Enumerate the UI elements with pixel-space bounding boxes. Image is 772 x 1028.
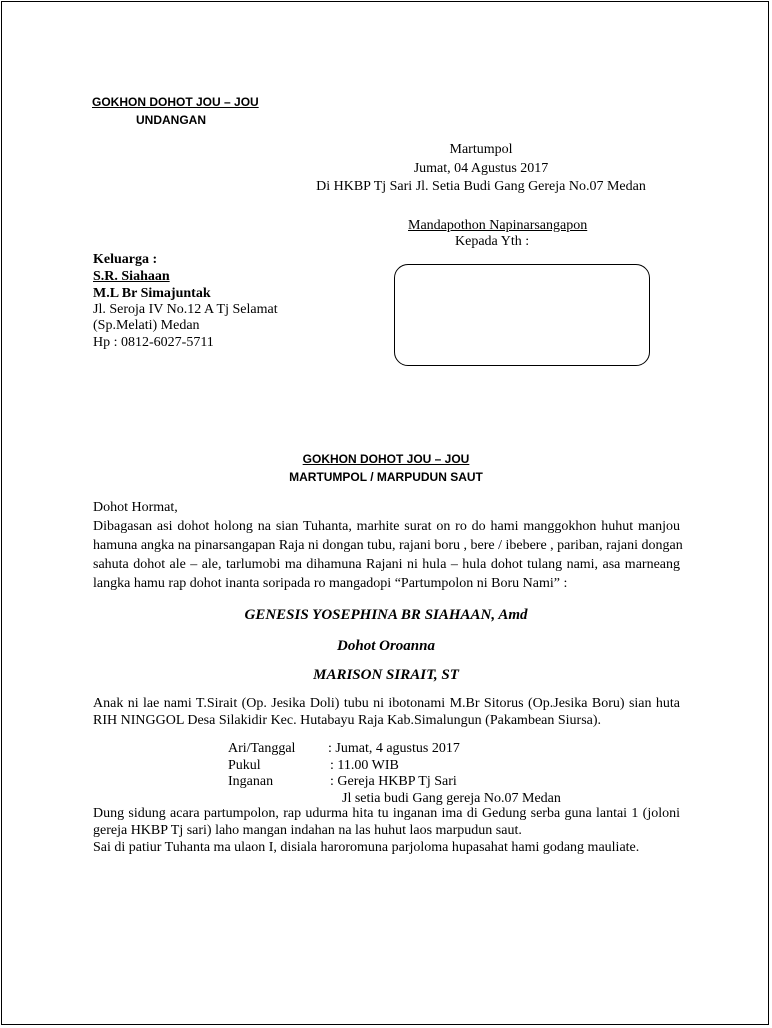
address-box [394, 264, 650, 366]
sender-label: Keluarga : [93, 252, 158, 267]
sender-address-1: Jl. Seroja IV No.12 A Tj Selamat [93, 302, 278, 317]
greeting: Dohot Hormat, [93, 500, 178, 515]
groom-name: MARISON SIRAIT, ST [313, 667, 459, 683]
paragraph-2-line: RIH NINGGOL Desa Silakidir Kec. Hutabayu Raja Kab.Simalungun (Pakambean Siursa). [93, 713, 602, 728]
paragraph-1-line: hamuna angka na pinarsangapan Raja ni dongan tubu, rajani boru , bere / ibebere , pariban, rajani dongan [93, 538, 683, 553]
paragraph-3-line: gereja HKBP Tj sari) laho mangan indahan na las huhut laos marpudun saut. [93, 823, 522, 838]
bride-name: GENESIS YOSEPHINA BR SIAHAAN, Amd [244, 607, 528, 623]
paragraph-1-line: sahuta dohot ale – ale, tarlumobi ma dihamuna Rajani ni hula – hula dohot tulang nami, asa marneang [93, 557, 680, 572]
paragraph-1-line: langka hamu rap dohot inanta soripada ro mangadopi “Partumpolon ni Boru Nami” : [93, 576, 568, 591]
place-value-2: Jl setia budi Gang gereja No.07 Medan [342, 791, 561, 806]
date-value: : Jumat, 4 agustus 2017 [328, 741, 460, 756]
body-subheading: MARTUMPOL / MARPUDUN SAUT [289, 470, 483, 484]
sender-name-2: M.L Br Simajuntak [93, 286, 211, 301]
recipient-from-label: Mandapothon Napinarsangapon [408, 218, 588, 233]
time-label: Pukul [228, 758, 261, 773]
sender-phone: Hp : 0812-6027-5711 [93, 335, 214, 350]
paragraph-1-line: Dibagasan asi dohot holong na sian Tuhanta, marhite surat on ro do hami manggokhon huhut manjou [93, 519, 680, 534]
event-place: Di HKBP Tj Sari Jl. Setia Budi Gang Gereja No.07 Medan [316, 179, 646, 194]
event-date: Jumat, 04 Agustus 2017 [413, 161, 549, 176]
sender-address-2: (Sp.Melati) Medan [93, 318, 200, 333]
closing-line: Sai di patiur Tuhanta ma ulaon I, disiala haroromuna parjoloma hupasahat hami godang mauliate. [93, 840, 640, 855]
header-subtitle: UNDANGAN [136, 113, 206, 127]
recipient-to-label: Kepada Yth : [455, 234, 530, 249]
date-label: Ari/Tanggal [228, 741, 296, 756]
time-value: : 11.00 WIB [330, 758, 399, 773]
event-name: Martumpol [449, 142, 513, 157]
place-value: : Gereja HKBP Tj Sari [330, 774, 457, 789]
paragraph-2-line: Anak ni lae nami T.Sirait (Op. Jesika Doli) tubu ni ibotonami M.Br Sitorus (Op.Jesika Boru) sian huta [93, 696, 680, 711]
place-label: Inganan [228, 774, 274, 789]
paragraph-3-line: Dung sidung acara partumpolon, rap udurma hita tu inganan ima di Gedung serba guna lantai 1 (joloni [93, 806, 680, 821]
sender-name-1: S.R. Siahaan [93, 269, 170, 284]
header-title: GOKHON DOHOT JOU – JOU [92, 95, 259, 109]
body-heading: GOKHON DOHOT JOU – JOU [302, 452, 470, 466]
connector-text: Dohot Oroanna [337, 638, 435, 654]
